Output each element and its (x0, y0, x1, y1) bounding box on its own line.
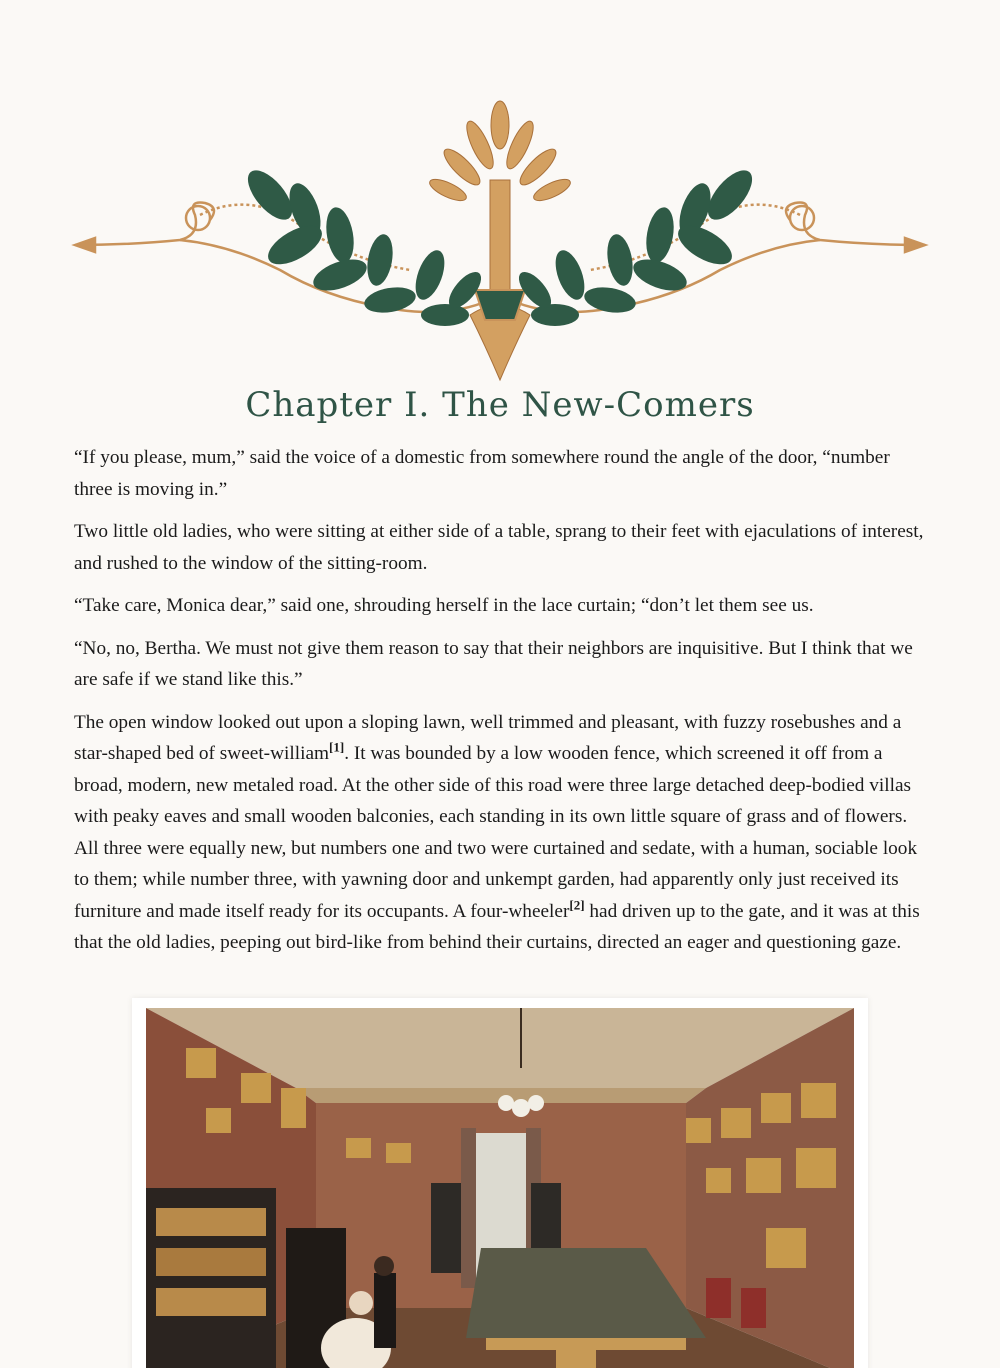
footnote-link-1[interactable]: [1] (329, 739, 345, 755)
paragraph-text: had driven up to the gate, and it was at this that the old ladies, peeping out bird-like from behind their curtains, directed an eager and questioning gaze. (74, 900, 920, 953)
paragraph (74, 707, 930, 959)
footnote-link-2[interactable]: [2] (569, 897, 585, 913)
interior-illustration (146, 1008, 854, 1368)
illustration-frame (132, 998, 868, 1368)
chapter-ornament (70, 95, 930, 390)
paragraph: “Take care, Monica dear,” said one, shrouding herself in the lace curtain; “don’t let them see us. (74, 595, 814, 616)
chapter-body (74, 442, 930, 970)
chapter-title: Chapter I. The New-Comers (245, 385, 755, 425)
paragraph-text: . It was bounded by a low wooden fence, which screened it off from a broad, modern, new metaled road. At the other side of this road were three large detached deep-bodied villas with peaky eaves and small wooden balconies, each standing in its own little square of grass and of flowers. All three were equally new, but numbers one and two were curtained and sedate, with a human, sociable look to them; while number three, with yawning door and unkempt garden, had apparently only just received its furniture and made itself ready for its occupants. A four-wheeler (74, 743, 918, 922)
paragraph: Two little old ladies, who were sitting at either side of a table, sprang to their feet with ejaculations of interest, and rushed to the window of the sitting-room. (74, 521, 924, 574)
paragraph-text: The open window looked out upon a sloping lawn, well trimmed and pleasant, with fuzzy rosebushes and a star-shaped bed of sweet-william (74, 711, 902, 764)
paragraph: “If you please, mum,” said the voice of a domestic from somewhere round the angle of the door, “number three is moving in.” (74, 447, 890, 500)
paragraph: “No, no, Bertha. We must not give them reason to say that their neighbors are inquisitive. But I think that we are safe if we stand like this.” (74, 637, 913, 690)
